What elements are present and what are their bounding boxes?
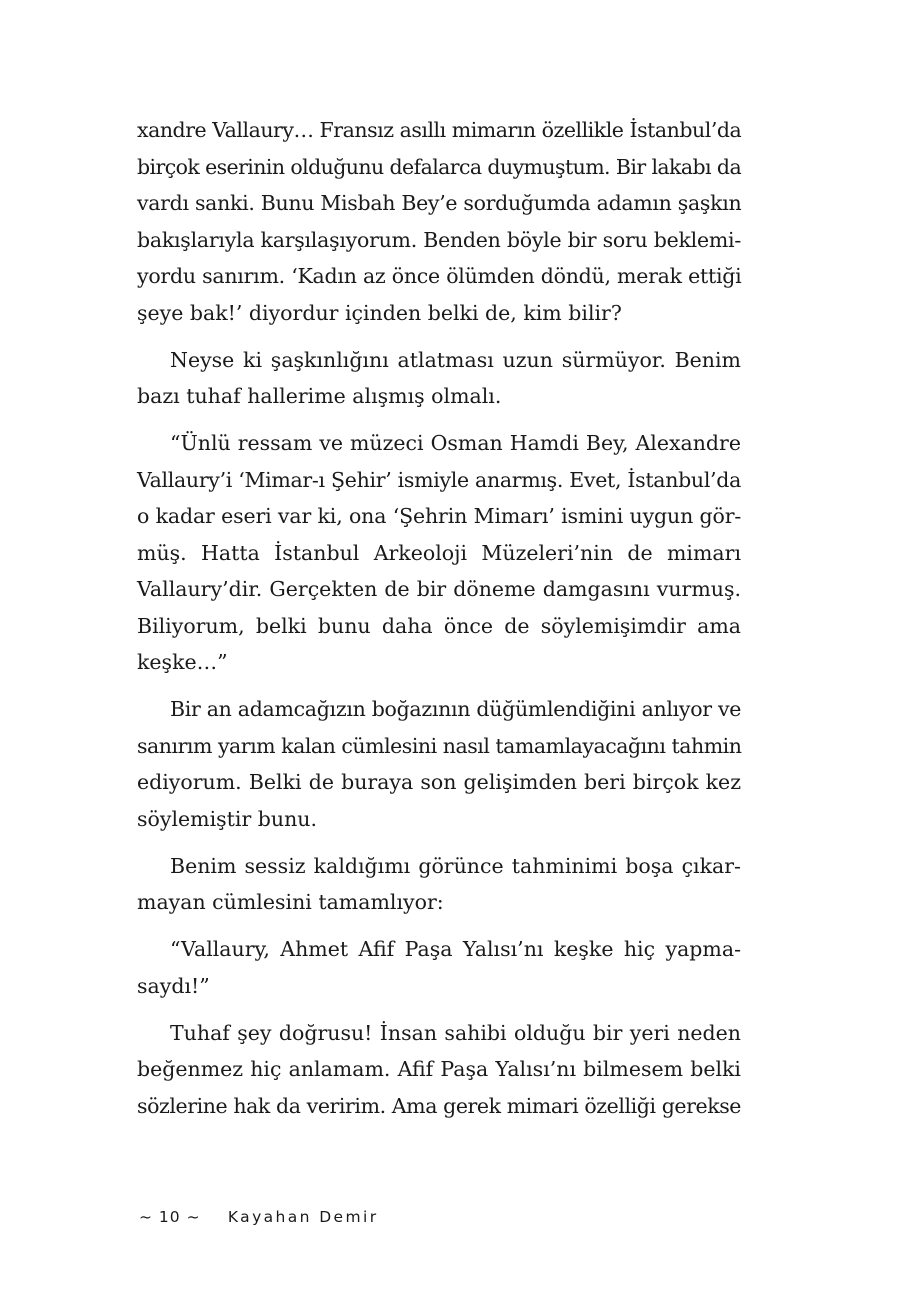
text-line: bazı tuhaf hallerime alışmış olmalı. [137,384,502,408]
text-line: saydı!” [137,973,210,998]
text-line: bakışlarıyla karşılaşıyorum. Benden böyle bir soru beklemi- [137,227,741,252]
text-line: mayan cümlesini tamamlıyor: [137,890,444,914]
body-text [137,112,741,1135]
page-number: ~ 10 ~ [139,1208,201,1226]
paragraph-4 [137,691,741,837]
text-line: birçok eserinin olduğunu defalarca duymuştum. Bir lakabı da [137,154,742,179]
text-line: sözlerine hak da veririm. Ama gerek mimari özelliği gerekse [137,1093,741,1118]
text-line: beğenmez hiç anlamam. Afif Paşa Yalısı’nı bilmesem belki [137,1057,741,1081]
text-line: müş. Hatta İstanbul Arkeoloji Müzeleri’nin de mimarı [137,540,741,565]
text-line: Neyse ki şaşkınlığını atlatması uzun sürmüyor. Benim [170,347,741,372]
paragraph-3 [137,425,741,681]
text-line: Bir an adamcağızın boğazının düğümlendiğini anlıyor ve [170,697,742,721]
paragraph-5 [137,848,741,921]
text-line: söylemiştir bunu. [137,806,318,831]
text-line: şeye bak!’ diyordur içinden belki de, kim bilir? [137,300,622,325]
text-line: Tuhaf şey doğrusu! İnsan sahibi olduğu bir yeri neden [170,1020,741,1045]
text-line: keşke…” [137,650,228,674]
text-line: Vallaury’i ‘Mimar-ı Şehir’ ismiyle anarmış. Evet, İstanbul’da [137,467,741,492]
text-line: sanırım yarım kalan cümlesini nasıl tamamlayacağını tahmin [137,733,742,758]
text-line: yordu sanırım. ‘Kadın az önce ölümden döndü, merak ettiği [137,264,742,288]
text-line: “Vallaury, Ahmet Afif Paşa Yalısı’nı keşke hiç yapma- [170,937,741,961]
paragraph-6 [137,931,741,1004]
paragraph-7 [137,1015,741,1125]
page-footer [139,1208,378,1226]
text-line: Vallaury’dir. Gerçekten de bir döneme damgasını vurmuş. [137,577,741,601]
text-line: ediyorum. Belki de buraya son gelişimden beri birçok kez [137,770,741,794]
author-name: Kayahan Demir [227,1208,379,1226]
text-line: Benim sessiz kaldığımı görünce tahminimi boşa çıkar- [170,853,741,878]
text-line: vardı sanki. Bunu Misbah Bey’e sorduğumda adamın şaşkın [137,191,742,215]
paragraph-2 [137,342,741,415]
text-line: “Ünlü ressam ve müzeci Osman Hamdi Bey, Alexandre [170,431,741,455]
paragraph-1 [137,112,741,331]
text-line: Biliyorum, belki bunu daha önce de söylemişimdir ama [137,613,741,638]
text-line: xandre Vallaury… Fransız asıllı mimarın özellikle İstanbul’da [137,118,742,142]
text-line: o kadar eseri var ki, ona ‘Şehrin Mimarı’ ismini uygun gör- [137,504,742,528]
